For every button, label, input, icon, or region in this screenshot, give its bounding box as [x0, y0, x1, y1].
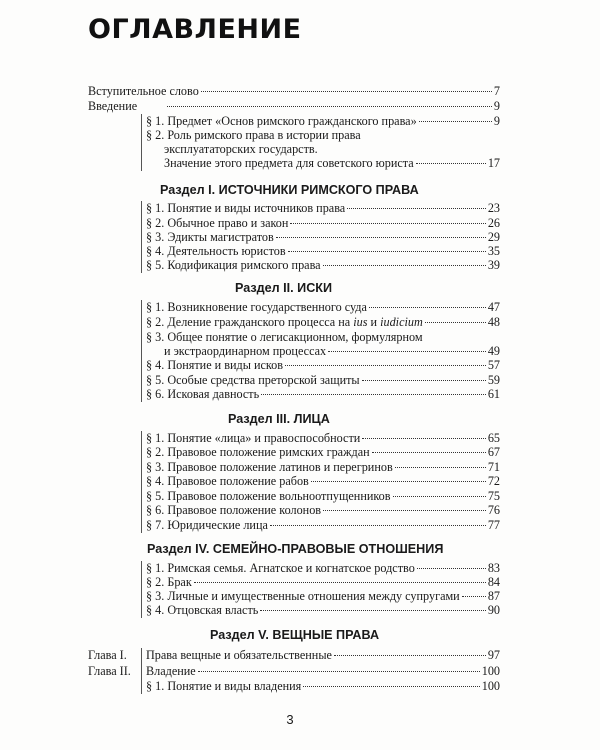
dot-leader — [288, 251, 486, 252]
latin-term: ius — [353, 315, 368, 329]
entry-label: § 2. Обычное право и закон — [146, 216, 289, 230]
chapter-number: Глава I. — [88, 648, 127, 662]
toc-entry — [146, 373, 500, 388]
bracket-line — [141, 431, 142, 533]
dot-leader — [362, 380, 486, 381]
dot-leader — [260, 610, 485, 611]
entry-label: Значение этого предмета для советского юриста — [164, 156, 414, 170]
entry-label: § 3. Правовое положение латинов и перегринов — [146, 460, 393, 474]
latin-term: iudicium — [380, 315, 423, 329]
dot-leader — [393, 496, 486, 497]
toc-entry — [146, 460, 500, 475]
entry-label: § 5. Правовое положение вольноотпущенников — [146, 489, 391, 503]
entry-page: 47 — [487, 300, 500, 314]
chapter-number: Глава II. — [88, 664, 131, 678]
dot-leader — [276, 237, 486, 238]
entry-page: 76 — [487, 503, 500, 517]
dot-leader — [285, 365, 486, 366]
entry-page: 83 — [487, 561, 500, 575]
dot-leader — [311, 481, 486, 482]
entry-label: § 1. Понятие и виды источников права — [146, 201, 346, 215]
entry-page: 7 — [493, 84, 500, 98]
dot-leader — [270, 525, 486, 526]
bracket-line — [141, 300, 142, 402]
toc-entry — [146, 300, 500, 315]
entry-label-text: и — [367, 315, 381, 329]
entry-label: § 3. Общее понятие о легисакционном, формулярном — [146, 330, 423, 344]
bracket-line — [141, 114, 142, 171]
entry-label: Вступительное слово — [88, 84, 199, 98]
entry-page: 72 — [487, 474, 500, 488]
entry-label: § 5. Кодификация римского права — [146, 258, 321, 272]
entry-label: Владение — [146, 664, 196, 678]
dot-leader — [323, 510, 486, 511]
toc-entry — [146, 244, 500, 259]
entry-label: эксплуататорских государств. — [164, 142, 318, 156]
section-heading: Раздел II. ИСКИ — [235, 281, 333, 295]
toc-entry — [146, 201, 500, 216]
entry-page: 90 — [487, 603, 500, 617]
entry-label: § 1. Римская семья. Агнатское и когнатское родство — [146, 561, 415, 575]
entry-label: § 2. Роль римского права в истории права — [146, 128, 361, 142]
entry-label: § 2. Брак — [146, 575, 192, 589]
entry-label: § 4. Понятие и виды исков — [146, 358, 284, 372]
section-heading: Раздел IV. СЕМЕЙНО-ПРАВОВЫЕ ОТНОШЕНИЯ — [147, 542, 444, 556]
toc-entry — [146, 603, 500, 618]
dot-leader — [323, 265, 486, 266]
dot-leader — [261, 394, 486, 395]
entry-label: § 1. Понятие «лица» и правоспособности — [146, 431, 361, 445]
toc-entry — [146, 230, 500, 245]
entry-label: и экстраординарном процессах — [164, 344, 327, 358]
toc-entry — [146, 664, 500, 679]
entry-page: 71 — [487, 460, 500, 474]
entry-page: 48 — [487, 315, 500, 329]
entry-label: Введение — [88, 99, 138, 113]
entry-label: § 7. Юридические лица — [146, 518, 268, 532]
entry-label: § 3. Эдикты магистратов — [146, 230, 274, 244]
entry-page: 35 — [487, 244, 500, 258]
toc-entry — [88, 84, 500, 99]
entry-label: § 5. Особые средства преторской защиты — [146, 373, 360, 387]
entry-page: 87 — [487, 589, 500, 603]
dot-leader — [290, 223, 485, 224]
section-heading: Раздел III. ЛИЦА — [228, 412, 330, 426]
dot-leader — [347, 208, 486, 209]
dot-leader — [416, 163, 486, 164]
toc-entry — [146, 648, 500, 663]
entry-label — [146, 315, 423, 330]
toc-entry — [146, 489, 500, 504]
entry-label: § 3. Личные и имущественные отношения между супругами — [146, 589, 460, 603]
dot-leader — [362, 438, 486, 439]
entry-label: § 2. Правовое положение римских граждан — [146, 445, 370, 459]
page-number: 3 — [286, 712, 294, 727]
toc-entry — [146, 315, 500, 330]
section-heading: Раздел V. ВЕЩНЫЕ ПРАВА — [210, 628, 380, 642]
bracket-line — [141, 648, 142, 694]
toc-entry — [146, 561, 500, 576]
dot-leader — [425, 322, 486, 323]
toc-entry — [146, 431, 500, 446]
dot-leader — [328, 351, 486, 352]
entry-label: § 1. Предмет «Основ римского гражданского права» — [146, 114, 417, 128]
toc-entry — [146, 518, 500, 533]
entry-page: 57 — [487, 358, 500, 372]
entry-page: 26 — [487, 216, 500, 230]
dot-leader — [462, 596, 486, 597]
dot-leader — [372, 452, 486, 453]
toc-entry — [164, 156, 500, 171]
entry-page: 97 — [487, 648, 500, 662]
entry-page: 77 — [487, 518, 500, 532]
dot-leader — [303, 686, 479, 687]
dot-leader — [334, 655, 486, 656]
entry-page: 49 — [487, 344, 500, 358]
toc-entry — [146, 445, 500, 460]
toc-entry — [146, 114, 500, 129]
section-heading: Раздел I. ИСТОЧНИКИ РИМСКОГО ПРАВА — [160, 183, 419, 197]
toc-entry — [146, 503, 500, 518]
dot-leader — [167, 106, 492, 107]
entry-page: 39 — [487, 258, 500, 272]
toc-entry — [88, 99, 500, 114]
dot-leader — [417, 568, 486, 569]
toc-entry — [146, 258, 500, 273]
dot-leader — [201, 91, 492, 92]
entry-label: § 4. Отцовская власть — [146, 603, 259, 617]
dot-leader — [395, 467, 486, 468]
entry-label: § 6. Исковая давность — [146, 387, 260, 401]
toc-entry — [146, 589, 500, 604]
entry-page: 84 — [487, 575, 500, 589]
entry-page: 29 — [487, 230, 500, 244]
entry-label: § 4. Правовое положение рабов — [146, 474, 309, 488]
entry-label: § 4. Деятельность юристов — [146, 244, 286, 258]
dot-leader — [369, 307, 486, 308]
toc-entry — [146, 679, 500, 694]
entry-label-text: § 2. Деление гражданского процесса на — [146, 315, 354, 329]
entry-label: Права вещные и обязательственные — [146, 648, 332, 662]
entry-label: § 6. Правовое положение колонов — [146, 503, 322, 517]
entry-page: 9 — [493, 99, 500, 113]
entry-page: 67 — [487, 445, 500, 459]
entry-page: 17 — [487, 156, 500, 170]
entry-page: 23 — [487, 201, 500, 215]
entry-page: 100 — [481, 679, 500, 693]
entry-page: 61 — [487, 387, 500, 401]
toc-entry — [146, 358, 500, 373]
entry-page: 59 — [487, 373, 500, 387]
page-title: ОГЛАВЛЕНИЕ — [88, 14, 302, 45]
entry-page: 100 — [481, 664, 500, 678]
entry-page: 9 — [493, 114, 500, 128]
entry-label: § 1. Возникновение государственного суда — [146, 300, 367, 314]
bracket-line — [141, 561, 142, 618]
entry-label: § 1. Понятие и виды владения — [146, 679, 302, 693]
toc-entry — [164, 344, 500, 359]
dot-leader — [194, 582, 486, 583]
entry-page: 65 — [487, 431, 500, 445]
dot-leader — [419, 121, 492, 122]
bracket-line — [141, 201, 142, 273]
toc-entry — [146, 575, 500, 590]
toc-entry — [146, 216, 500, 231]
entry-page: 75 — [487, 489, 500, 503]
dot-leader — [198, 671, 480, 672]
toc-entry — [146, 474, 500, 489]
toc-entry — [146, 387, 500, 402]
